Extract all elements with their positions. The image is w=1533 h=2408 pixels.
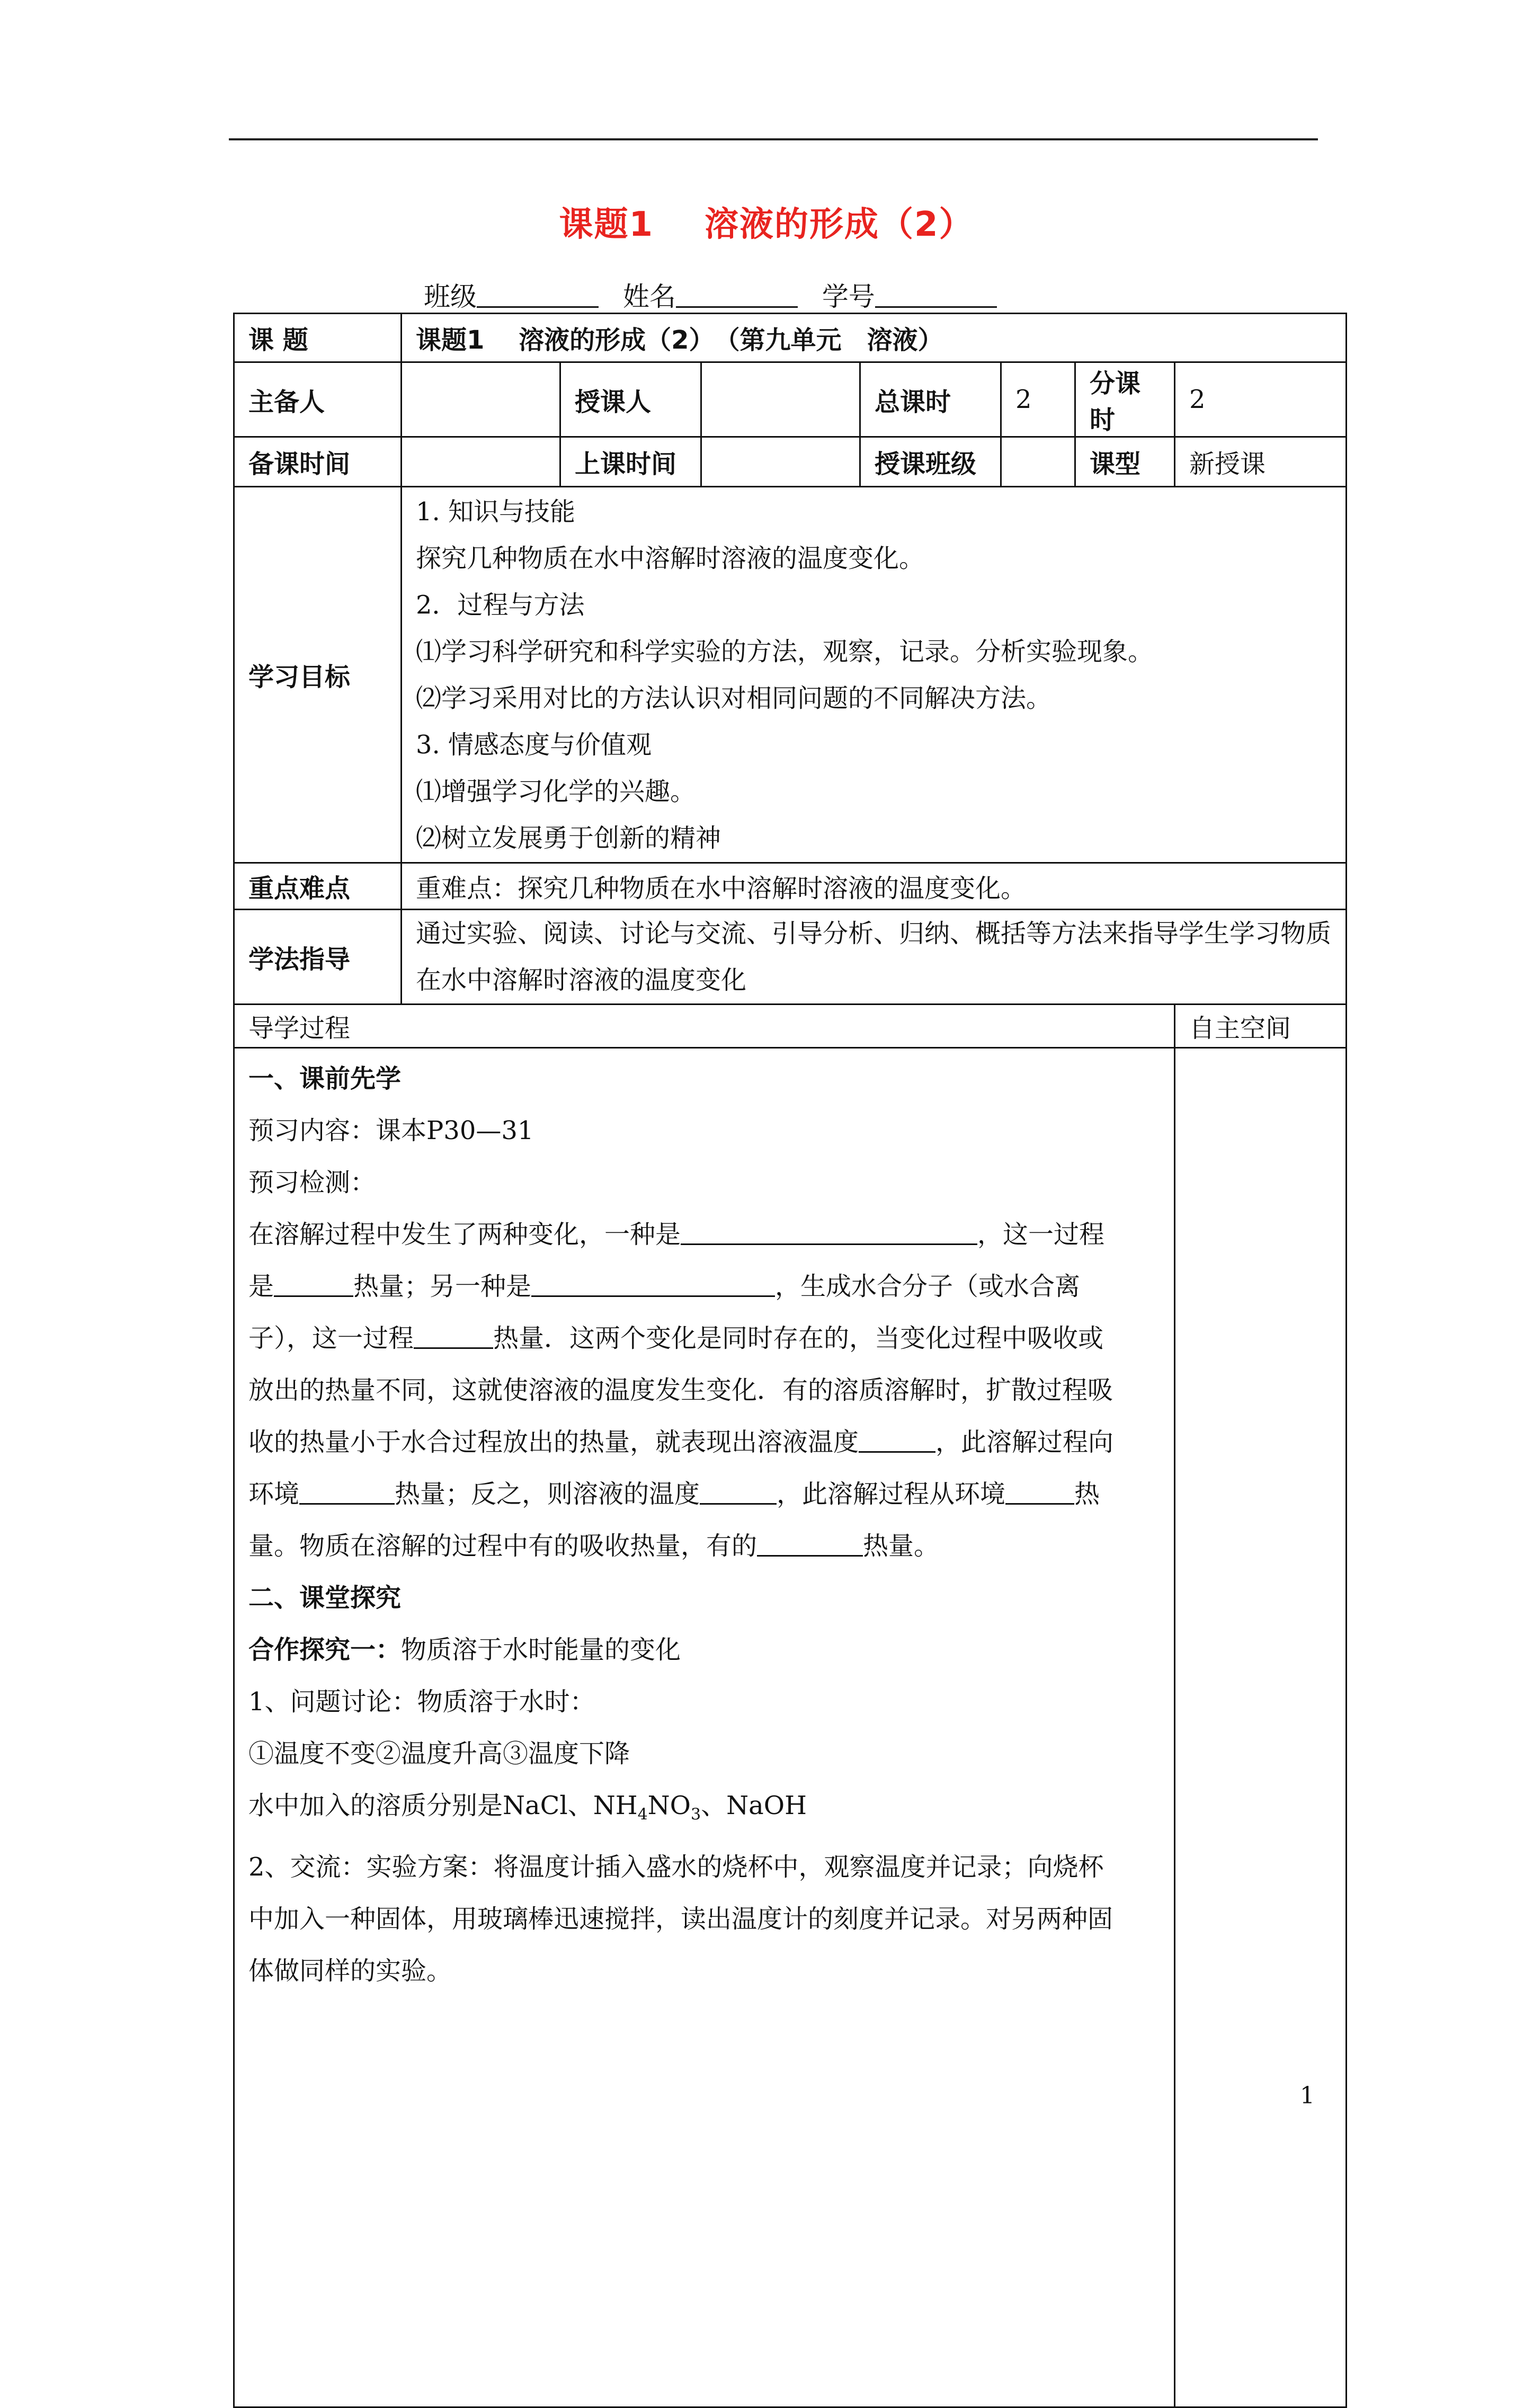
teacher-value <box>701 362 860 437</box>
prep-time-value <box>402 437 560 487</box>
prep-time-label: 备课时间 <box>234 437 402 487</box>
key-points-value: 重难点：探究几种物质在水中溶解时溶液的温度变化。 <box>402 863 1347 910</box>
class-blank[interactable] <box>477 283 599 308</box>
teacher-label: 授课人 <box>560 362 701 437</box>
document-title <box>0 197 1533 246</box>
process-content <box>234 1048 1175 2407</box>
split-hours-value: 2 <box>1175 362 1347 437</box>
name-label: 姓名 <box>622 281 676 312</box>
split-hours-label: 分课时 <box>1075 362 1175 437</box>
coop-text: 物质溶于水时能量的变化 <box>401 1635 681 1665</box>
fill-line-3: 子），这一过程 热量．这两个变化是同时存在的，当变化过程中吸收或 <box>248 1323 1104 1353</box>
title-lesson-number: 课题1 <box>559 205 654 244</box>
taught-class-label: 授课班级 <box>860 437 1001 487</box>
goal-line: ⑵学习采用对比的方法认识对相同问题的不同解决方法。 <box>416 683 1052 713</box>
fill-line-5: 收的热量小于水合过程放出的热量，就表现出溶液温度 ，此溶解过程向 <box>248 1427 1114 1457</box>
page-number: 1 <box>1300 2082 1315 2109</box>
method-label: 学法指导 <box>234 910 402 1005</box>
total-hours-label: 总课时 <box>860 362 1001 437</box>
answer-blank[interactable] <box>274 1271 353 1297</box>
solutes-line: 水中加入的溶质分别是NaCl、$NH_4NO_3$、NaOH <box>248 1791 807 1824</box>
title-lesson-name: 溶液的形成（2） <box>705 205 974 244</box>
row-key-points <box>234 863 1347 910</box>
goal-line: 1. 知识与技能 <box>416 496 576 527</box>
fill-line-6: 环境 热量；反之，则溶液的温度 ，此溶解过程从环境 热 <box>248 1479 1100 1509</box>
answer-blank[interactable] <box>299 1479 395 1505</box>
header-rule <box>229 138 1318 140</box>
fill-line-2: 是 热量；另一种是 ，生成水合分子（或水合离 <box>248 1272 1081 1301</box>
lesson-type-value: 新授课 <box>1175 437 1347 487</box>
goals-content <box>402 487 1347 863</box>
row-topic <box>234 314 1347 362</box>
fill-line-1: 在溶解过程中发生了两种变化，一种是 ，这一过程 <box>248 1220 1105 1249</box>
total-hours-value: 2 <box>1001 362 1075 437</box>
preparer-value <box>402 362 560 437</box>
answer-blank[interactable] <box>414 1323 493 1349</box>
question-2-line: 体做同样的实验。 <box>248 1956 452 1986</box>
temperature-options: ①温度不变②温度升高③温度下降 <box>248 1739 630 1769</box>
lesson-type-label: 课型 <box>1075 437 1175 487</box>
section-heading-explore: 二、课堂探究 <box>248 1583 402 1613</box>
coop-line <box>248 1624 1160 1676</box>
topic-label: 课 题 <box>234 314 402 362</box>
key-points-label: 重点难点 <box>234 863 402 910</box>
number-blank[interactable] <box>875 283 997 308</box>
self-space-header: 自主空间 <box>1175 1005 1347 1048</box>
number-label: 学号 <box>822 281 875 312</box>
row-prep-time <box>234 437 1347 487</box>
answer-blank[interactable] <box>757 1531 863 1557</box>
lesson-plan-table <box>233 313 1347 2408</box>
self-space-area[interactable] <box>1175 1048 1347 2407</box>
row-goals <box>234 487 1347 863</box>
preview-check: 预习检测： <box>248 1168 376 1197</box>
class-time-label: 上课时间 <box>560 437 701 487</box>
row-method <box>234 910 1347 1005</box>
name-blank[interactable] <box>676 283 798 308</box>
answer-blank[interactable] <box>700 1479 777 1505</box>
goals-label: 学习目标 <box>234 487 402 863</box>
goal-line: ⑵树立发展勇于创新的精神 <box>416 823 721 853</box>
question-2-line: 2、交流：实验方案：将温度计插入盛水的烧杯中，观察温度并记录；向烧杯 <box>248 1852 1104 1882</box>
section-heading-preview: 一、课前先学 <box>248 1064 402 1094</box>
goal-line: 3. 情感态度与价值观 <box>416 730 652 760</box>
row-process-header <box>234 1005 1347 1048</box>
class-time-value <box>701 437 860 487</box>
goal-line: ⑴增强学习化学的兴趣。 <box>416 776 696 806</box>
student-info-line <box>424 276 997 314</box>
preparer-label: 主备人 <box>234 362 402 437</box>
preview-content: 预习内容：课本P30—31 <box>248 1116 534 1145</box>
goal-line: 2．过程与方法 <box>416 590 585 620</box>
coop-label: 合作探究一： <box>248 1635 402 1665</box>
question-2-line: 中加入一种固体，用玻璃棒迅速搅拌，读出温度计的刻度并记录。对另两种固 <box>248 1904 1113 1934</box>
fill-line-4: 放出的热量不同，这就使溶液的温度发生变化．有的溶质溶解时，扩散过程吸 <box>248 1375 1113 1405</box>
process-header: 导学过程 <box>234 1005 1175 1048</box>
question-1: 1、问题讨论：物质溶于水时： <box>248 1687 595 1717</box>
goal-line: ⑴学习科学研究和科学实验的方法，观察，记录。分析实验现象。 <box>416 636 1154 667</box>
answer-blank[interactable] <box>681 1219 977 1245</box>
fill-line-7: 量。物质在溶解的过程中有的吸收热量，有的 热量。 <box>248 1531 940 1561</box>
answer-blank[interactable] <box>859 1427 935 1453</box>
taught-class-value <box>1001 437 1075 487</box>
answer-blank[interactable] <box>531 1271 775 1297</box>
topic-value: 课题1 溶液的形成（2） （第九单元 溶液） <box>402 314 1347 362</box>
method-value: 通过实验、阅读、讨论与交流、引导分析、归纳、概括等方法来指导学生学习物质在水中溶解时溶液的温度变化 <box>402 910 1347 1005</box>
row-preparer <box>234 362 1347 437</box>
answer-blank[interactable] <box>1005 1479 1074 1505</box>
class-label: 班级 <box>424 281 477 312</box>
goal-line: 探究几种物质在水中溶解时溶液的温度变化。 <box>416 543 925 573</box>
row-process-body <box>234 1048 1347 2407</box>
